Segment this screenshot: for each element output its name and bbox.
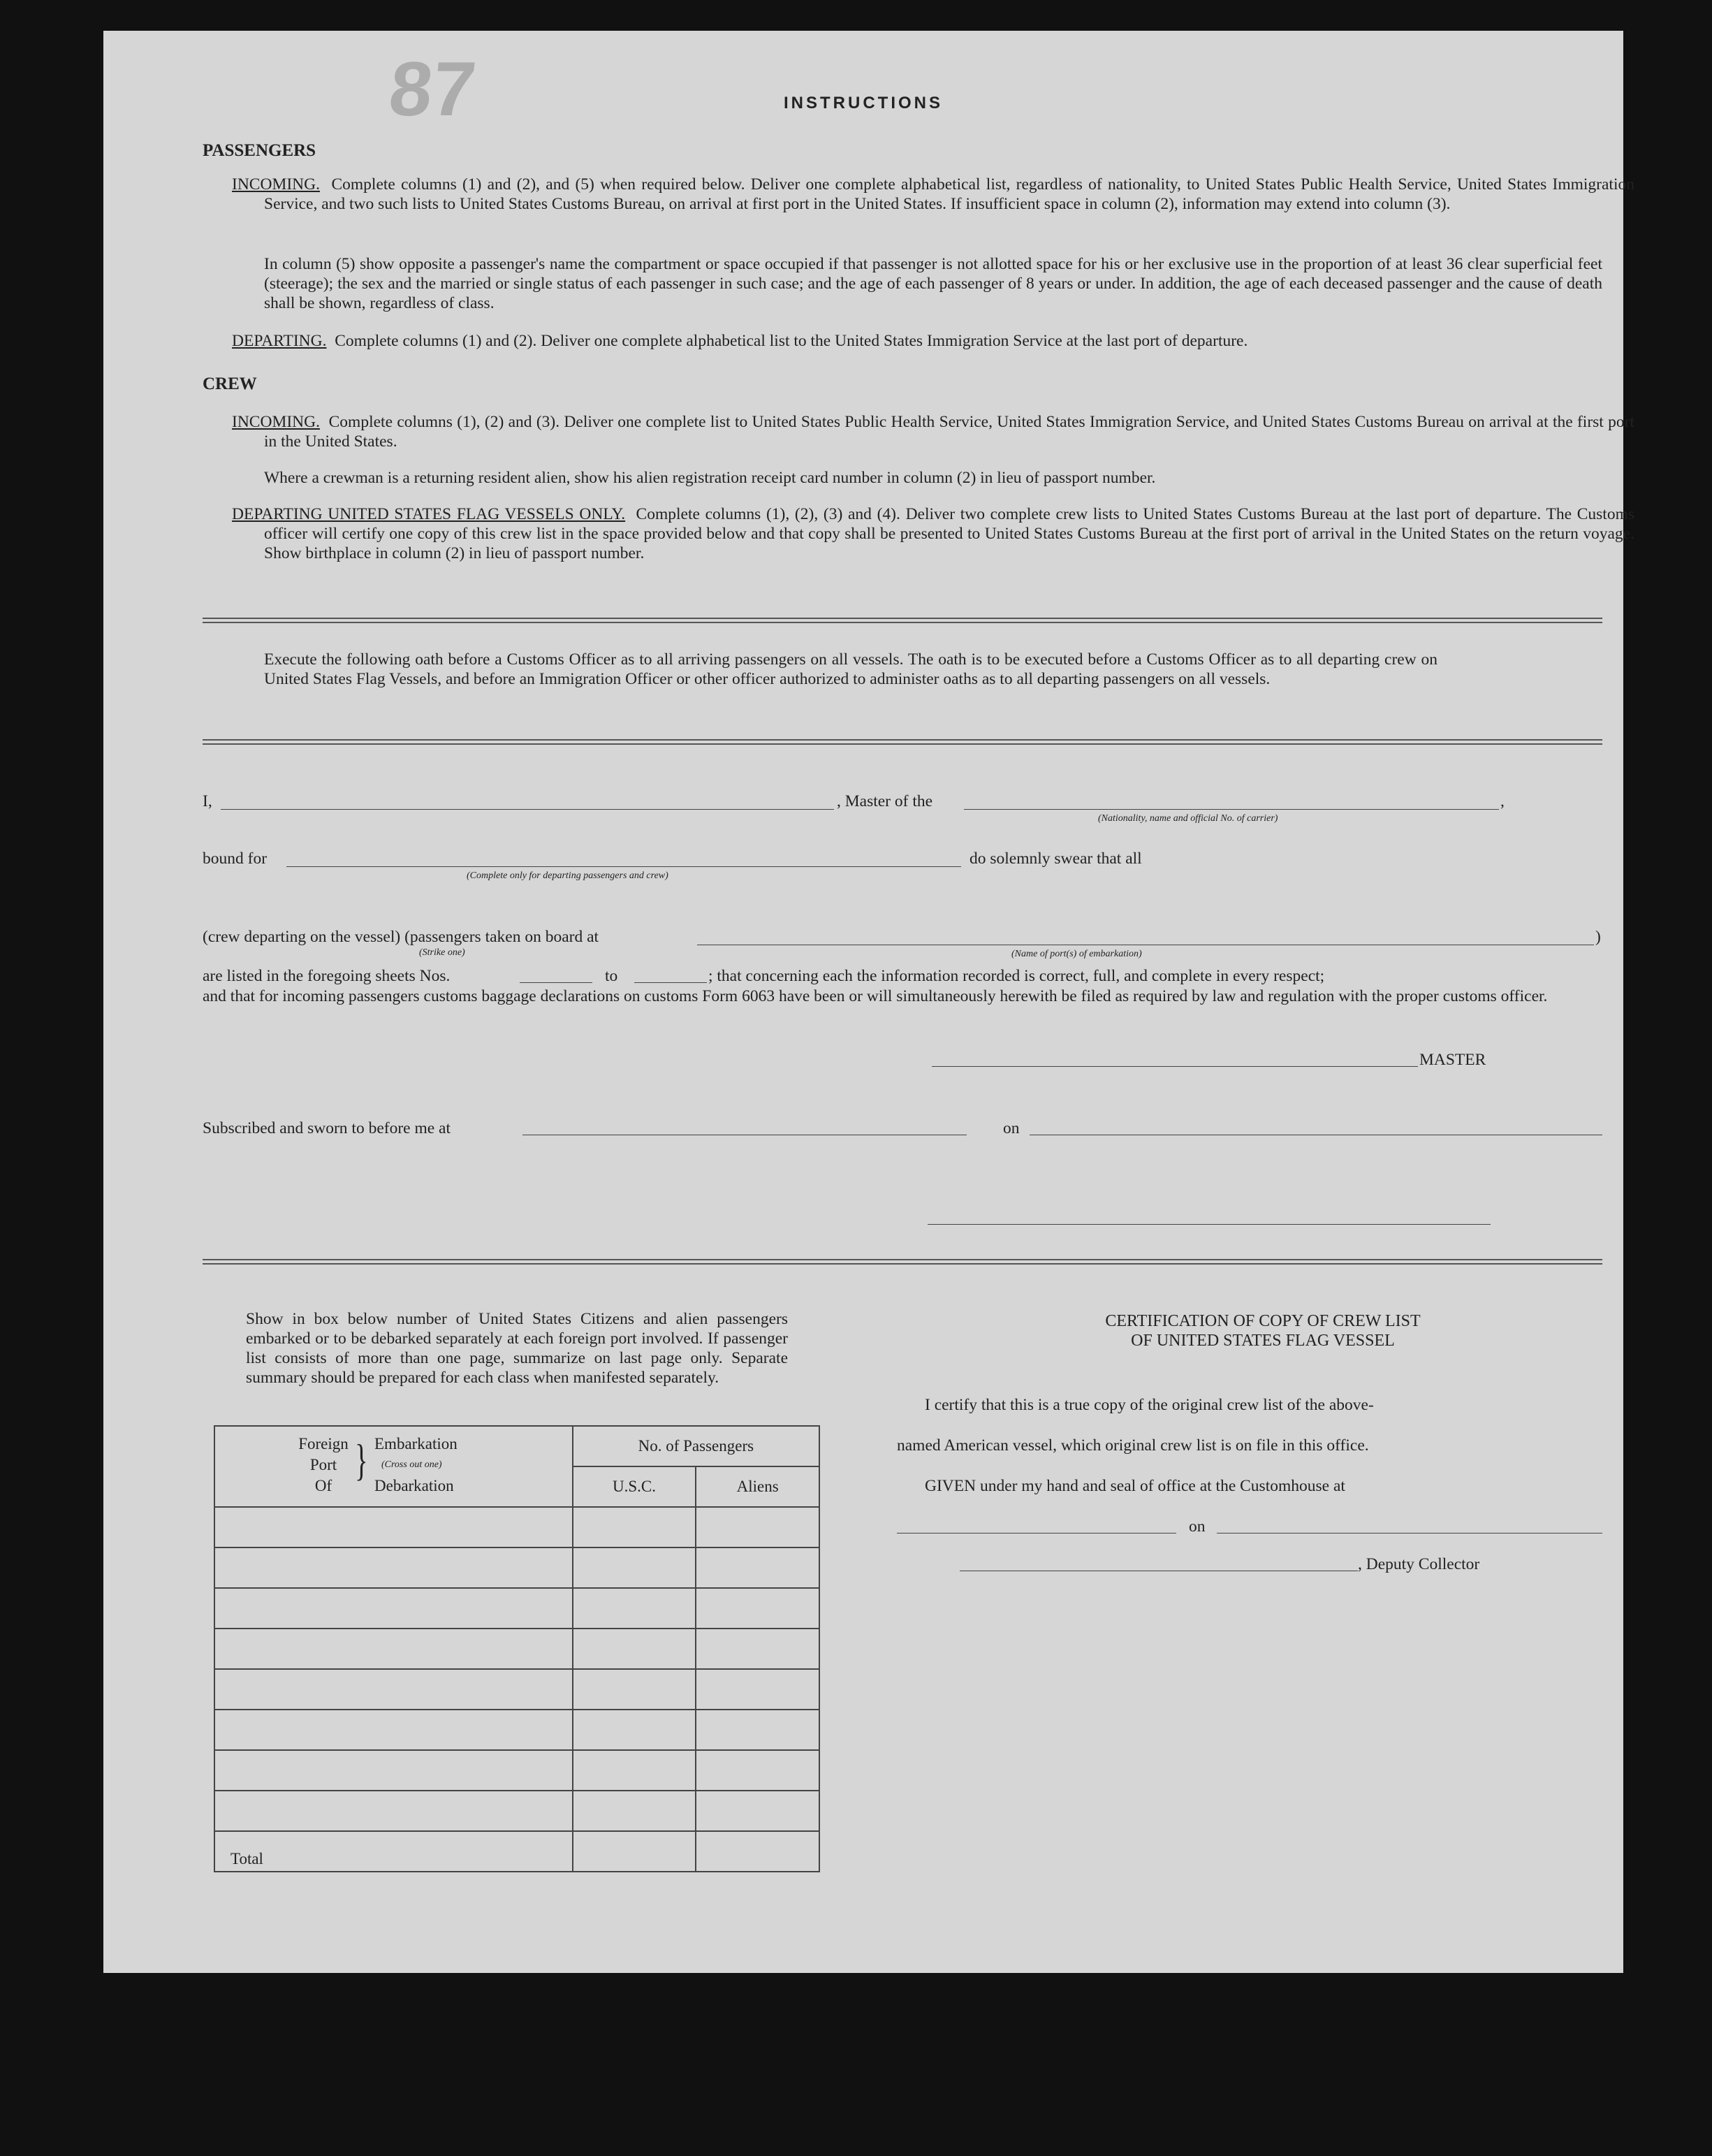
sheet-to-field[interactable] <box>634 982 707 983</box>
usc-cell[interactable] <box>573 1750 696 1791</box>
passengers-section-title: PASSENGERS <box>203 141 316 160</box>
crew-flag-lead: DEPARTING UNITED STATES FLAG VESSELS ONLY. <box>232 505 626 523</box>
passengers-departing-text: Complete columns (1) and (2). Deliver one complete alphabetical list to the United States Immigration Service at the last port of departure. <box>335 332 1248 350</box>
foreign-label: Foreign <box>298 1435 349 1452</box>
carrier-hint: (Nationality, name and official No. of carrier) <box>1098 813 1278 824</box>
listed-in-label: are listed in the foregoing sheets Nos. <box>203 967 451 985</box>
no-of-passengers-header: No. of Passengers <box>573 1426 819 1466</box>
deputy-collector-label: , Deputy Collector <box>1358 1555 1480 1573</box>
usc-cell[interactable] <box>573 1669 696 1710</box>
bound-for-label: bound for <box>203 850 268 868</box>
aliens-cell[interactable] <box>696 1791 819 1831</box>
usc-cell[interactable] <box>573 1547 696 1588</box>
aliens-cell[interactable] <box>696 1547 819 1588</box>
sheet-from-field[interactable] <box>520 982 592 983</box>
passengers-departing-lead: DEPARTING. <box>232 332 327 350</box>
of-label: Of <box>314 1477 332 1494</box>
passengers-incoming-lead: INCOMING. <box>232 175 320 194</box>
crew-passengers-label: (crew departing on the vessel) (passengers taken on board at <box>203 928 599 946</box>
section-divider <box>203 618 1602 623</box>
crew-incoming-paragraph <box>232 412 1634 451</box>
certification-line3: GIVEN under my hand and seal of office at the Customhouse at <box>925 1477 1345 1495</box>
certification-title-line1: CERTIFICATION OF COPY OF CREW LIST <box>1105 1312 1421 1330</box>
close-paren: ) <box>1595 928 1601 946</box>
debarkation-label: Debarkation <box>374 1477 454 1494</box>
bound-for-hint: (Complete only for departing passengers and crew) <box>467 871 668 881</box>
section-divider <box>203 739 1602 745</box>
oath-continuation-text: and that for incoming passengers customs baggage declarations on customs Form 6063 have been or will simultaneously herewith be filed as required by law and regulation with the proper customs officer. <box>203 987 1548 1005</box>
master-signature-field[interactable] <box>932 1066 1418 1067</box>
usc-cell[interactable] <box>573 1629 696 1669</box>
aliens-cell[interactable] <box>696 1710 819 1750</box>
usc-header: U.S.C. <box>573 1466 696 1507</box>
master-name-field[interactable] <box>221 809 834 810</box>
oath-instructions: Execute the following oath before a Customs Officer as to all arriving passengers on all vessels. The oath is to be executed before a Customs Officer as to all departing crew on United States Flag Vessels, and before an Immigration Officer or other officer authorized to administer oaths as to all departing passengers on all vessels. <box>264 650 1437 688</box>
customhouse-field[interactable] <box>897 1533 1176 1534</box>
usc-cell[interactable] <box>573 1507 696 1547</box>
passengers-incoming-text: Complete columns (1) and (2), and (5) when required below. Deliver one complete alphabetical list, regardless of nationality, to United States Public Health Service, United States Immigration Service, and two such lists to United States Customs Bureau, on arrival at first port in the United States. If insufficient space in column (2), information may extend into column (3). <box>264 175 1634 213</box>
master-of-the-label: , Master of the <box>837 792 933 810</box>
crew-flag-vessels-paragraph <box>232 504 1634 563</box>
passengers-incoming-paragraph <box>232 175 1634 214</box>
port-cell[interactable] <box>214 1710 573 1750</box>
usc-cell[interactable] <box>573 1791 696 1831</box>
page-number-stamp: 87 <box>385 46 480 132</box>
port-cell[interactable] <box>214 1750 573 1791</box>
crew-incoming-lead: INCOMING. <box>232 413 320 431</box>
carrier-field[interactable] <box>964 809 1499 810</box>
total-label: Total <box>214 1831 573 1872</box>
port-cell[interactable] <box>214 1669 573 1710</box>
aliens-cell[interactable] <box>696 1629 819 1669</box>
crew-incoming-text: Complete columns (1), (2) and (3). Deliver one complete list to United States Public Health Service, United States Immigration Service, and United States Customs Bureau on arrival at the first port in the United States. <box>264 413 1635 451</box>
swear-label: do solemnly swear that all <box>970 850 1142 868</box>
certification-line1: I certify that this is a true copy of the original crew list of the above- <box>925 1396 1374 1414</box>
section-divider <box>203 1259 1602 1265</box>
brace-icon: } <box>355 1435 368 1485</box>
form-page <box>103 31 1635 1973</box>
port-label: Port <box>309 1456 337 1473</box>
on-label: on <box>1003 1119 1020 1137</box>
port-cell[interactable] <box>214 1507 573 1547</box>
usc-cell[interactable] <box>573 1588 696 1629</box>
cross-out-hint: (Cross out one) <box>381 1459 442 1470</box>
aliens-cell[interactable] <box>696 1669 819 1710</box>
passengers-column5-paragraph: In column (5) show opposite a passenger's name the compartment or space occupied if that passenger is not allotted space for his or her exclusive use in the proportion of at least 36 clear superficial feet (steerage); the sex and the married or single status of each passenger in such case; and the age of each passenger of 8 years or under. In addition, the age of each deceased passenger and the cause of death shall be shown, regardless of class. <box>264 255 1602 312</box>
port-header-cell <box>214 1426 573 1507</box>
certification-title-line2: OF UNITED STATES FLAG VESSEL <box>1131 1332 1395 1350</box>
ports-hint: (Name of port(s) of embarkation) <box>1011 949 1142 959</box>
port-cell[interactable] <box>214 1547 573 1588</box>
port-cell[interactable] <box>214 1791 573 1831</box>
strike-one-hint: (Strike one) <box>419 947 465 958</box>
certification-line2: named American vessel, which original crew list is on file in this office. <box>897 1436 1369 1455</box>
aliens-cell[interactable] <box>696 1750 819 1791</box>
subscribed-label: Subscribed and sworn to before me at <box>203 1119 451 1137</box>
usc-cell[interactable] <box>573 1710 696 1750</box>
officer-signature-field[interactable] <box>928 1224 1491 1225</box>
oath-i-label: I, <box>203 792 212 810</box>
to-label: to <box>605 967 618 985</box>
aliens-header: Aliens <box>696 1466 819 1507</box>
crew-flag-text: Complete columns (1), (2), (3) and (4). Deliver two complete crew lists to United States Customs Bureau at the last port of departure. The Customs officer will certify one copy of this crew list in the space provided below and that copy shall be presented to United States Customs Bureau at the first port of arrival in the United States on the return voyage. Show birthplace in column (2) in lieu of passport number. <box>264 505 1634 562</box>
certification-on-label: on <box>1189 1517 1206 1536</box>
bound-for-field[interactable] <box>286 866 961 867</box>
concerning-text: ; that concerning each the information recorded is correct, full, and complete in every respect; <box>708 967 1325 985</box>
usc-total-cell[interactable] <box>573 1831 696 1872</box>
master-label: MASTER <box>1419 1051 1486 1069</box>
certification-date-field[interactable] <box>1217 1533 1602 1534</box>
port-cell[interactable] <box>214 1629 573 1669</box>
crew-section-title: CREW <box>203 374 257 393</box>
port-cell[interactable] <box>214 1588 573 1629</box>
aliens-cell[interactable] <box>696 1507 819 1547</box>
summary-instructions: Show in box below number of United States Citizens and alien passengers embarked or to be debarked separately at each foreign port involved. If passenger list consists of more than one page, summarize on last page only. Separate summary should be prepared for each class when manifested separately. <box>246 1310 788 1387</box>
aliens-total-cell[interactable] <box>696 1831 819 1872</box>
carrier-comma: , <box>1500 792 1505 810</box>
passenger-summary-table <box>214 1425 820 1872</box>
embarkation-label: Embarkation <box>374 1435 458 1452</box>
aliens-cell[interactable] <box>696 1588 819 1629</box>
passengers-departing-paragraph <box>232 331 1634 351</box>
crew-resident-paragraph: Where a crewman is a returning resident alien, show his alien registration receipt card number in column (2) in lieu of passport number. <box>264 469 1156 487</box>
page-title: INSTRUCTIONS <box>784 94 943 112</box>
